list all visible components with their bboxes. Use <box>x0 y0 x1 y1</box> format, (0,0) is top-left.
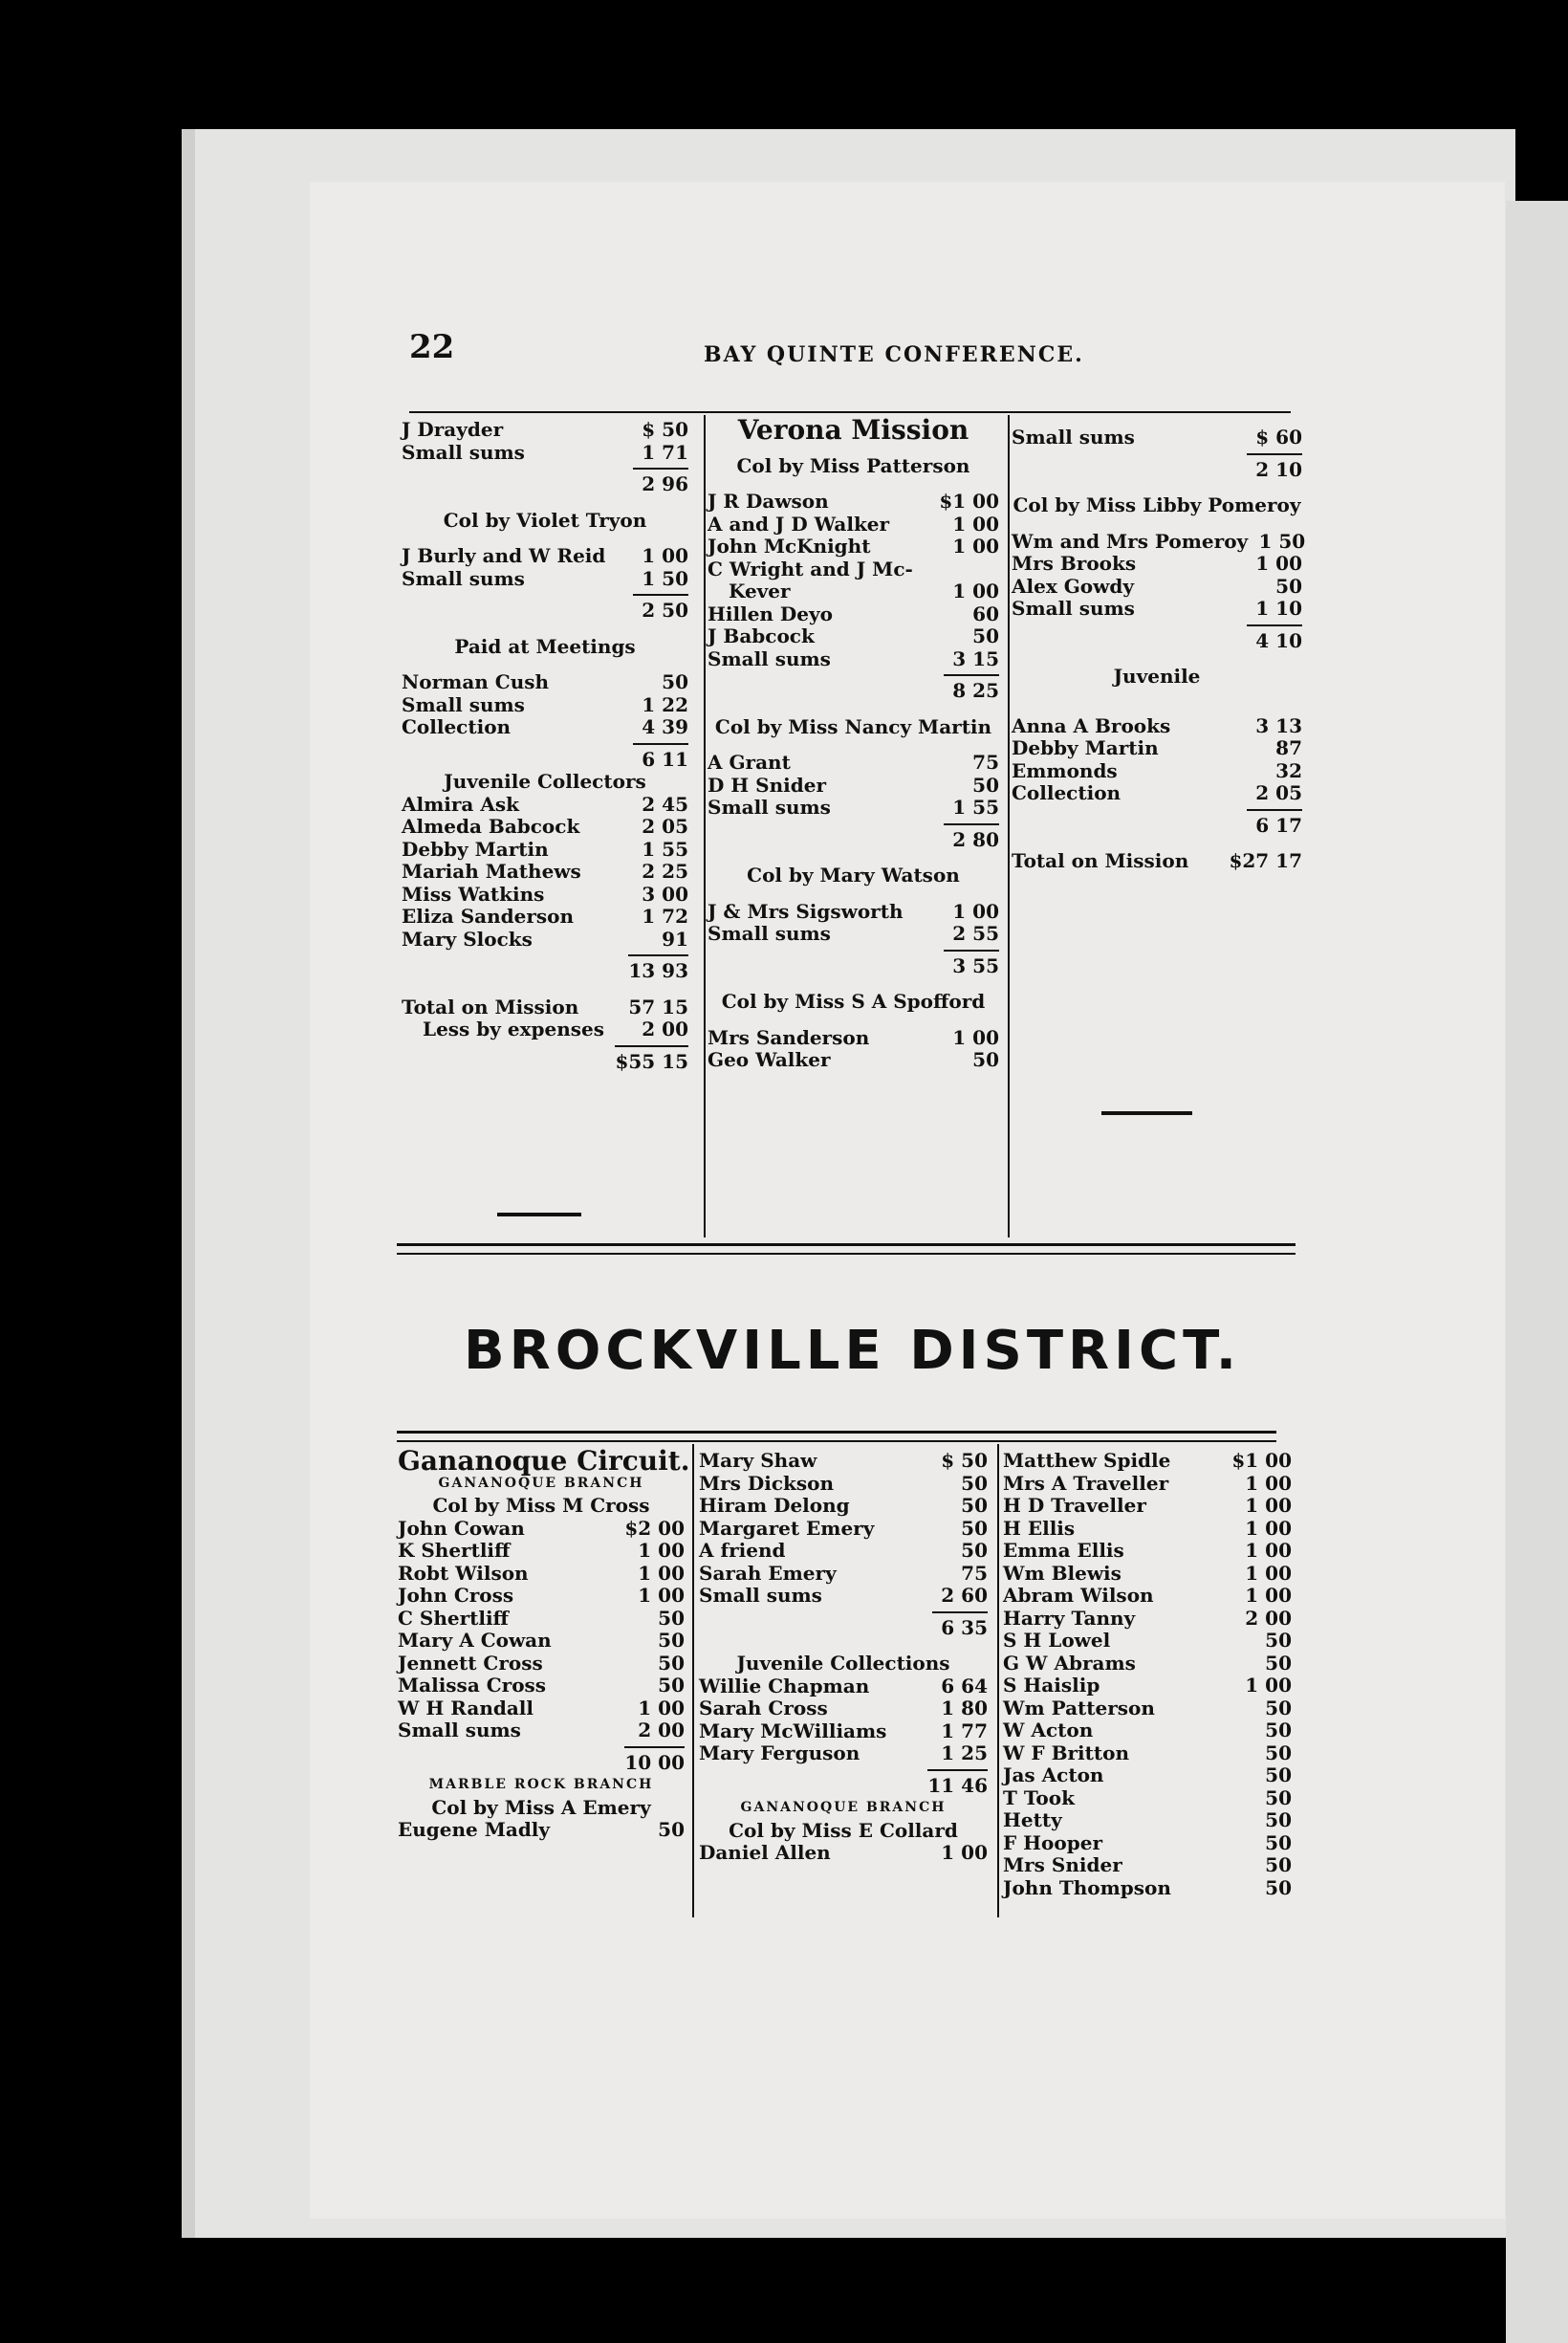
list-item: W Acton 50 <box>1003 1719 1292 1741</box>
subtotal: 2 50 <box>402 590 688 623</box>
branch-heading: GANANOQUE BRANCH <box>740 1800 947 1815</box>
list-item: Norman Cush 50 <box>402 670 688 693</box>
list-item: Small sums 1 50 <box>402 566 688 590</box>
subtotal: 8 25 <box>708 670 999 703</box>
list-item: Collection 2 05 <box>1012 781 1302 804</box>
list-item: Mary Shaw $ 50 <box>699 1449 988 1472</box>
list-item: T Took 50 <box>1003 1785 1292 1809</box>
collector-heading: Col by Miss A Emery <box>431 1795 651 1819</box>
list-item: John Cross 1 00 <box>398 1584 685 1607</box>
list-item: Hiram Delong 50 <box>699 1494 988 1517</box>
list-item: Malissa Cross 50 <box>398 1674 685 1697</box>
collector-heading: Col by Miss S A Spofford <box>721 990 986 1013</box>
list-item: A friend 50 <box>699 1539 988 1562</box>
list-item: Alex Gowdy 50 <box>1012 574 1302 598</box>
list-item: Mary McWilliams 1 77 <box>699 1719 988 1742</box>
collector-heading: Col by Miss Nancy Martin <box>714 714 992 738</box>
list-item: D H Snider 50 <box>708 773 999 797</box>
list-item: J R Dawson $1 00 <box>708 490 999 513</box>
list-item: Hillen Deyo 60 <box>708 602 999 625</box>
list-item: Wm and Mrs Pomeroy 1 50 <box>1012 529 1306 553</box>
list-item: Mrs Sanderson 1 00 <box>708 1025 999 1049</box>
branch-heading: GANANOQUE BRANCH <box>438 1475 644 1491</box>
list-item: Mary Slocks 91 <box>402 927 688 951</box>
list-item: Collection 4 39 <box>402 715 688 738</box>
list-item: W F Britton 50 <box>1003 1741 1292 1764</box>
column-divider-top-2 <box>1008 415 1010 1237</box>
subtotal: 3 55 <box>708 946 999 978</box>
branch-heading: MARBLE ROCK BRANCH <box>428 1777 654 1792</box>
list-item: Debby Martin 1 55 <box>402 837 688 861</box>
list-item: Matthew Spidle $1 00 <box>1003 1449 1292 1472</box>
district-rule-bottom <box>397 1431 1276 1434</box>
list-item: Harry Tanny 2 00 <box>1003 1606 1292 1630</box>
meetings-heading: Paid at Meetings <box>454 634 636 658</box>
list-item: Sarah Emery 75 <box>699 1561 988 1585</box>
list-item: John Cowan $2 00 <box>398 1516 685 1540</box>
collector-heading: Col by Violet Tryon <box>443 508 647 532</box>
top-column-3 <box>1012 426 1306 873</box>
list-item: John Thompson 50 <box>1003 1875 1292 1899</box>
subtotal: 2 10 <box>1012 449 1302 482</box>
subtotal: 2 96 <box>402 464 688 496</box>
list-item: Robt Wilson 1 00 <box>398 1561 685 1585</box>
list-item: Miss Watkins 3 00 <box>402 882 688 906</box>
list-item: Small sums 1 22 <box>402 692 688 716</box>
list-item: H D Traveller 1 00 <box>1003 1494 1292 1517</box>
list-item: Mrs Snider 50 <box>1003 1853 1292 1876</box>
list-item: Hetty 50 <box>1003 1808 1292 1831</box>
list-item: F Hooper 50 <box>1003 1830 1292 1854</box>
list-item: K Shertliff 1 00 <box>398 1539 685 1562</box>
list-item: Willie Chapman 6 64 <box>699 1674 988 1697</box>
juvenile-heading: Juvenile <box>1113 665 1201 688</box>
list-item: J Babcock 50 <box>708 624 999 647</box>
list-item: Geo Walker 50 <box>708 1048 999 1071</box>
list-item: Daniel Allen 1 00 <box>699 1841 988 1864</box>
list-item: Jas Acton 50 <box>1003 1763 1292 1786</box>
list-item: Small sums 1 71 <box>402 440 688 464</box>
list-item: Eliza Sanderson 1 72 <box>402 905 688 928</box>
expenses-row: Less by expenses 2 00 <box>423 1018 688 1040</box>
juvenile-heading: Juvenile Collections <box>736 1652 950 1675</box>
page-number: 22 <box>409 328 455 366</box>
mission-total-row: Total on Mission $27 17 <box>1012 849 1302 872</box>
list-item: John McKnight 1 00 <box>708 535 999 558</box>
bottom-column-3 <box>1003 1450 1292 1899</box>
list-item: Wm Blewis 1 00 <box>1003 1561 1292 1585</box>
list-item: C Wright and J Mc- <box>708 557 913 580</box>
list-item: Mariah Mathews 2 25 <box>402 860 688 883</box>
list-item: Small sums 1 55 <box>708 796 999 819</box>
list-item: Wm Patterson 50 <box>1003 1696 1292 1719</box>
mission-total-row: Total on Mission 57 15 <box>402 995 688 1018</box>
top-column-1 <box>402 419 688 1073</box>
bottom-column-1 <box>398 1445 690 1842</box>
list-item: A Grant 75 <box>708 751 999 774</box>
mission-title: Verona Mission <box>737 414 969 446</box>
list-item: Mrs Brooks 1 00 <box>1012 552 1302 575</box>
list-item: Small sums $ 60 <box>1012 426 1302 449</box>
list-item: Eugene Madly 50 <box>398 1818 685 1841</box>
list-item: H Ellis 1 00 <box>1003 1516 1292 1540</box>
column-divider-bottom-2 <box>997 1444 999 1917</box>
list-item: W H Randall 1 00 <box>398 1696 685 1719</box>
circuit-title: Gananoque Circuit. <box>398 1445 690 1477</box>
list-item: Small sums 1 10 <box>1012 597 1302 620</box>
subtotal: 10 00 <box>398 1742 685 1775</box>
list-item: Mary Ferguson 1 25 <box>699 1741 988 1764</box>
net-total: $55 15 <box>402 1041 688 1074</box>
list-item: Mrs A Traveller 1 00 <box>1003 1471 1292 1495</box>
list-item: Mrs Dickson 50 <box>699 1471 988 1495</box>
list-item: Almira Ask 2 45 <box>402 792 688 816</box>
list-item: Kever 1 00 <box>729 580 999 602</box>
list-item: Jennett Cross 50 <box>398 1651 685 1675</box>
list-item: Emma Ellis 1 00 <box>1003 1539 1292 1562</box>
list-item: J & Mrs Sigsworth 1 00 <box>708 899 999 923</box>
section-end-dash <box>1101 1111 1192 1115</box>
next-page-edge <box>1506 201 1568 2343</box>
subtotal: 11 46 <box>699 1765 988 1798</box>
collector-heading: Col by Miss E Collard <box>729 1818 958 1842</box>
collector-heading: Col by Mary Watson <box>747 864 960 887</box>
list-item: J Drayder $ 50 <box>402 418 688 441</box>
list-item: Emmonds 32 <box>1012 758 1302 782</box>
subtotal: 2 80 <box>708 820 999 852</box>
subtotal: 6 35 <box>699 1608 988 1640</box>
list-item: A and J D Walker 1 00 <box>708 512 999 536</box>
list-item: S Haislip 1 00 <box>1003 1674 1292 1697</box>
list-item: Almeda Babcock 2 05 <box>402 815 688 838</box>
list-item: Anna A Brooks 3 13 <box>1012 713 1302 737</box>
list-item: J Burly and W Reid 1 00 <box>402 544 688 567</box>
subtotal: 13 93 <box>402 951 688 983</box>
juvenile-heading: Juvenile Collectors <box>444 770 646 793</box>
list-item: G W Abrams 50 <box>1003 1651 1292 1675</box>
district-rule-bottom-2 <box>397 1440 1276 1442</box>
header-rule <box>409 411 1291 413</box>
list-item: S H Lowel 50 <box>1003 1629 1292 1652</box>
list-item: Debby Martin 87 <box>1012 736 1302 759</box>
district-rule-top <box>397 1243 1296 1246</box>
list-item: Mary A Cowan 50 <box>398 1629 685 1652</box>
running-head: BAY QUINTE CONFERENCE. <box>704 342 1084 367</box>
bottom-column-2 <box>699 1450 988 1865</box>
list-item: Abram Wilson 1 00 <box>1003 1584 1292 1607</box>
column-divider-bottom-1 <box>692 1444 694 1917</box>
column-divider-top-1 <box>704 415 706 1237</box>
list-item: Small sums 2 60 <box>699 1584 988 1607</box>
list-item: C Shertliff 50 <box>398 1606 685 1630</box>
collector-heading: Col by Miss M Cross <box>432 1494 650 1517</box>
top-col1-group1 <box>402 419 688 464</box>
top-column-2 <box>708 414 999 1072</box>
list-item: Small sums 2 00 <box>398 1719 685 1741</box>
list-item: Margaret Emery 50 <box>699 1516 988 1540</box>
collector-heading: Col by Miss Libby Pomeroy <box>1013 493 1301 516</box>
section-end-dash <box>497 1213 581 1216</box>
subtotal: 6 17 <box>1012 805 1302 838</box>
collector-heading: Col by Miss Patterson <box>736 453 970 477</box>
subtotal: 4 10 <box>1012 621 1302 653</box>
list-item: Small sums 2 55 <box>708 922 999 945</box>
district-title: BROCKVILLE DISTRICT. <box>464 1320 1242 1382</box>
district-rule-top-2 <box>397 1253 1296 1255</box>
subtotal: 6 11 <box>402 739 688 772</box>
list-item: Sarah Cross 1 80 <box>699 1697 988 1719</box>
list-item: Small sums 3 15 <box>708 646 999 670</box>
